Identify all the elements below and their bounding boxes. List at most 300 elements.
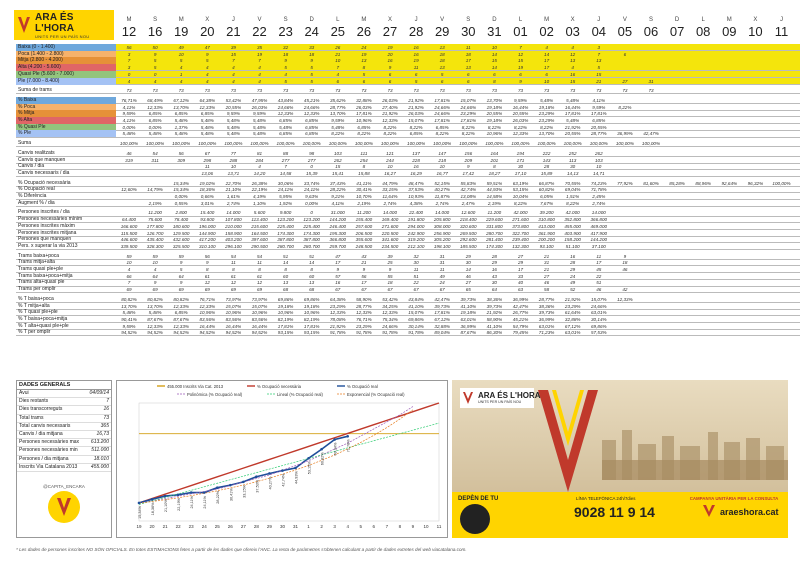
table-cell: 352.800 — [564, 217, 581, 223]
table-cell: 11 — [204, 164, 210, 170]
table-cell: 63,19% — [512, 180, 529, 186]
table-cell: 12,33% — [617, 296, 633, 302]
table-cell: 39.200 — [539, 210, 554, 216]
table-cell: 63,01% — [538, 323, 555, 329]
table-cell: 51.100 — [565, 243, 580, 249]
table-cell: 446.600 — [120, 237, 138, 243]
day-header — [403, 16, 429, 39]
table-cell: 18,36% — [199, 187, 216, 193]
table-cell: 30,06% — [277, 180, 294, 186]
table-cell: 69 — [256, 287, 263, 293]
table-cell: 93,15% — [303, 330, 320, 336]
table-cell: 70,55% — [564, 180, 581, 186]
table-cell — [612, 200, 638, 207]
table-cell: 64 — [178, 273, 184, 279]
table-cell: 100,00% — [433, 141, 452, 147]
table-cell: 4 — [258, 65, 261, 71]
table-cell: 6,85% — [174, 111, 188, 117]
row-label: Canvis / dia — [18, 163, 45, 170]
table-cell: 4 — [153, 78, 157, 84]
table-cell: 57,53% — [591, 330, 607, 336]
row-label: Trams alta+quasi ple — [18, 279, 65, 286]
row-label: Trams quasi ple+ple — [18, 266, 63, 272]
table-cell: 28,77% — [591, 131, 607, 137]
table-cell: 143 — [542, 157, 551, 163]
table-cell: 26 — [335, 45, 341, 50]
general-data-value: 7 — [106, 398, 109, 405]
table-cell: 42,47% — [512, 303, 529, 309]
table-cell: 29 — [465, 253, 471, 259]
table-cell: 53,15% — [512, 187, 529, 193]
table-cell: 5,48% — [174, 131, 188, 137]
table-cell: 5 — [597, 65, 601, 71]
table-cell: 93,15% — [277, 330, 294, 336]
table-cell: 1,10% — [252, 200, 267, 206]
table-cell: 17 — [517, 267, 524, 272]
table-cell: 7 — [127, 58, 131, 64]
table-cell — [690, 170, 716, 177]
general-data-item — [17, 439, 111, 447]
day-letter: J — [231, 17, 235, 23]
table-cell: 54 — [152, 150, 158, 156]
table-cell: 20,55% — [486, 111, 503, 117]
day-number: 11 — [774, 24, 789, 39]
data-label: 60,82% — [320, 452, 325, 466]
table-cell: 38,36% — [486, 296, 503, 302]
day-letter: M — [178, 17, 184, 23]
table-cell: 196.000 — [198, 223, 216, 229]
table-cell: 6,85% — [592, 118, 606, 123]
x-tick-label: 31 — [293, 524, 299, 529]
data-label: 42,74% — [281, 473, 286, 487]
v-badge-icon — [48, 491, 80, 523]
table-cell: 5 — [440, 71, 444, 77]
day-header — [612, 16, 638, 39]
table-cell: 269.500 — [459, 230, 477, 236]
table-cell: 10 — [178, 51, 184, 57]
day-header — [429, 16, 455, 39]
table-cell — [716, 200, 742, 207]
table-cell: 45 — [596, 267, 602, 272]
day-number: 08 — [695, 24, 711, 39]
table-cell: 71,78% — [591, 187, 607, 193]
table-cell: 30,41% — [356, 187, 372, 193]
table-cell — [742, 170, 768, 177]
table-cell: 19,18% — [460, 310, 477, 316]
table-cell: 2,47% — [461, 200, 475, 206]
table-cell: 4 — [232, 78, 235, 84]
table-cell: 4,11% — [122, 118, 136, 123]
table-cell: 14 — [491, 65, 497, 71]
poster-phone: 9028 11 9 14 — [574, 504, 655, 520]
table-cell: 100,00% — [485, 141, 504, 147]
table-cell: 239.400 — [512, 237, 529, 243]
table-cell: 15,89 — [540, 170, 553, 176]
general-data-value: 511.000 — [91, 447, 109, 454]
table-cell: 15 — [596, 71, 602, 77]
table-cell: 14,20 — [253, 170, 266, 176]
day-number: 06 — [643, 24, 659, 39]
table-cell: 47 — [204, 45, 210, 50]
day-letter: M — [544, 17, 550, 23]
table-row — [16, 87, 800, 94]
table-cell: 5,48% — [252, 124, 267, 130]
table-cell: 15,07% — [225, 303, 242, 309]
table-cell: 21,92% — [330, 323, 346, 329]
table-cell: 9,59% — [122, 323, 136, 329]
day-header — [716, 16, 742, 39]
data-label: 37,53% — [255, 479, 260, 493]
table-cell — [664, 140, 690, 147]
table-cell: 12,33% — [147, 104, 163, 110]
table-cell: 17,81% — [460, 118, 477, 123]
table-cell: 222 — [542, 150, 551, 156]
day-number: 28 — [408, 24, 424, 39]
table-cell: 73 — [178, 88, 184, 94]
table-cell: 19,18% — [486, 104, 503, 110]
table-cell — [142, 170, 168, 177]
table-cell: 103 — [333, 150, 342, 156]
table-cell: 59 — [152, 253, 158, 259]
table-cell — [716, 243, 742, 250]
row-label: % Ple — [16, 130, 116, 137]
table-cell: 100,00% — [354, 141, 373, 147]
table-cell: 27 — [622, 78, 628, 84]
legend-label: % Ocupació real — [347, 384, 378, 389]
table-cell: 17,42 — [462, 170, 475, 176]
day-header — [690, 16, 716, 39]
table-cell: 23,29% — [538, 111, 555, 117]
table-cell: 68 — [283, 287, 289, 293]
table-cell: 12 — [517, 51, 524, 57]
table-cell: 32,88% — [356, 97, 372, 103]
x-tick-label: 29 — [266, 524, 272, 529]
table-cell: 310.100 — [198, 243, 216, 249]
table-cell: 10,96% — [251, 310, 268, 316]
table-cell: 91,78% — [382, 330, 398, 336]
table-cell: 206.500 — [355, 230, 373, 236]
table-cell: 73,97% — [251, 296, 268, 302]
table-cell: 417.900 — [590, 230, 608, 236]
table-cell: 78,08% — [330, 316, 346, 322]
table-cell — [612, 243, 638, 250]
table-cell: 60 — [283, 273, 289, 279]
table-cell: 66 — [126, 273, 132, 279]
table-cell: 144.900 — [198, 230, 216, 236]
table-cell: 67,12% — [564, 323, 581, 329]
x-tick-label: 24 — [201, 524, 207, 529]
table-cell: 52 — [570, 287, 576, 293]
table-cell: 18,27 — [488, 170, 501, 176]
table-cell: 195.300 — [329, 230, 347, 236]
table-cell — [168, 170, 194, 177]
table-cell: 0,00% — [148, 124, 162, 130]
table-cell: 10,96% — [356, 118, 372, 123]
table-cell: 13,70% — [121, 303, 137, 309]
table-cell: 100,00% — [276, 141, 295, 147]
table-cell: 14.000 — [435, 210, 450, 216]
table-cell: 144.200 — [329, 217, 347, 223]
table-cell: 17,81% — [591, 111, 607, 117]
table-cell: 4,19% — [252, 194, 267, 199]
data-label: 22,19% — [177, 497, 182, 511]
general-data-key: Inscrits Via Catalana 2013 — [19, 463, 78, 470]
table-cell: 43 — [361, 253, 367, 259]
table-cell: 455.000 — [564, 223, 581, 229]
table-cell: 71,23% — [538, 330, 555, 336]
table-cell: 7 — [284, 164, 287, 170]
table-cell: 15,07% — [460, 97, 477, 103]
table-cell: 39,73% — [434, 303, 450, 309]
table-cell: 16,44% — [251, 323, 268, 329]
occupancy-chart-svg — [117, 381, 449, 539]
table-cell: 14,71 — [593, 170, 605, 176]
general-data-item — [17, 423, 111, 431]
row-label: Quasi Ple (5.600 - 7.000) — [16, 71, 116, 78]
table-cell: 73 — [544, 88, 550, 94]
row-label: Canvis que manquen — [18, 156, 66, 163]
table-cell: 8 — [362, 164, 366, 170]
table-cell: 180.600 — [172, 223, 190, 229]
table-cell: 37,53% — [408, 187, 424, 193]
table-cell: 5,48% — [200, 118, 214, 123]
table-cell — [716, 329, 742, 336]
table-cell: 10 — [596, 164, 602, 170]
table-cell: 19 — [361, 51, 367, 57]
table-cell: 33 — [517, 273, 524, 279]
table-cell: 61 — [256, 273, 263, 279]
general-data-value: 16 — [103, 406, 109, 413]
table-cell: 15,39 — [305, 170, 318, 176]
table-cell: 69 — [230, 287, 236, 293]
day-header — [116, 16, 142, 39]
table-cell — [769, 130, 795, 137]
table-cell: 52,15% — [434, 180, 450, 186]
table-cell: 10,96% — [303, 310, 320, 316]
table-cell: 19 — [387, 45, 393, 50]
table-cell: 76,71% — [199, 296, 216, 302]
table-cell: 80,82% — [173, 296, 189, 302]
table-cell: 28,77% — [538, 296, 555, 302]
table-cell: 4 — [258, 71, 261, 77]
table-cell: 191.800 — [407, 217, 425, 223]
table-cell: 309 — [177, 157, 186, 163]
table-cell — [769, 140, 795, 147]
table-row — [16, 130, 800, 137]
table-cell: 14,58% — [486, 194, 503, 199]
table-cell: 305.200 — [433, 237, 451, 243]
table-cell: 69 — [126, 287, 132, 293]
table-cell: 277 — [307, 157, 316, 163]
day-number: 24 — [304, 24, 319, 39]
table-cell: 94,52% — [225, 330, 242, 336]
day-letter: S — [466, 17, 471, 23]
table-cell: 24,11% — [277, 187, 294, 193]
table-cell: 6,85% — [409, 131, 423, 137]
table-cell: 31 — [544, 260, 550, 266]
row-label: % T baixa+poca — [18, 295, 54, 302]
table-cell — [742, 78, 768, 85]
table-cell: 103 — [594, 157, 603, 163]
legend-label: % Ocupació necessària — [257, 384, 301, 389]
table-cell: 8,22% — [566, 200, 580, 206]
table-cell: 9 — [388, 267, 392, 272]
table-cell: 69 — [204, 287, 210, 293]
day-letter: X — [205, 17, 210, 23]
data-label: 30,41% — [229, 488, 234, 502]
table-cell — [690, 243, 716, 250]
row-label: Persones inscrites màxim — [18, 222, 75, 229]
table-cell: 100,00% — [615, 141, 634, 147]
table-cell: 28 — [491, 253, 497, 259]
day-header — [247, 16, 273, 39]
table-cell: 61,64% — [564, 310, 581, 316]
table-cell: 11,87% — [434, 194, 450, 199]
table-cell: 18 — [465, 51, 471, 57]
table-cell: 24,66% — [382, 323, 398, 329]
table-cell: 23,29% — [564, 303, 581, 309]
table-cell: 73 — [283, 88, 289, 94]
table-cell: 111 — [360, 150, 368, 156]
day-header — [664, 16, 690, 39]
table-cell: 32,88% — [434, 323, 450, 329]
table-cell: 8,22% — [513, 200, 528, 206]
table-cell: 12 — [204, 280, 210, 286]
table-cell: 43,84% — [277, 97, 294, 103]
table-cell: 10,93% — [408, 194, 424, 199]
table-cell: 13 — [465, 65, 471, 71]
table-cell: 24,11% — [304, 187, 320, 193]
table-cell: 169.400 — [381, 217, 399, 223]
table-cell: 56 — [361, 273, 367, 279]
table-cell: 218.400 — [459, 217, 477, 223]
table-cell: 5 — [153, 65, 157, 71]
general-data-item — [17, 415, 111, 423]
row-label: Persones que manquen — [18, 236, 72, 243]
general-data-key: Total canvis necessaris — [19, 422, 71, 429]
table-cell: 91,78% — [408, 330, 424, 336]
table-cell: 174.300 — [303, 230, 320, 236]
table-cell: 66,87% — [538, 180, 555, 186]
table-cell: 210.000 — [225, 223, 242, 229]
day-number: 25 — [330, 24, 346, 39]
table-cell: 32 — [283, 45, 289, 50]
table-cell: 254 — [360, 157, 368, 163]
table-cell: 7 — [258, 58, 261, 64]
x-tick-label: 22 — [175, 524, 181, 529]
day-number: 21 — [226, 24, 241, 39]
table-cell: 12.600 — [461, 210, 476, 216]
table-cell: 25 — [387, 260, 393, 266]
day-letter: V — [257, 17, 262, 23]
data-label: 69,04% — [333, 442, 338, 456]
table-cell: 9.800 — [279, 210, 292, 216]
table-cell: 28 — [544, 164, 550, 170]
days-header — [116, 16, 800, 40]
table-cell — [742, 243, 768, 250]
table-cell: 31 — [648, 78, 654, 84]
table-cell: 6 — [362, 78, 366, 84]
general-data-item — [17, 447, 111, 455]
table-cell: 19,02% — [199, 180, 216, 186]
data-label: 44,93% — [294, 471, 299, 484]
table-cell: 100,00% — [172, 141, 191, 147]
day-header — [299, 16, 325, 39]
table-cell: 373.800 — [512, 223, 529, 229]
table-cell — [769, 200, 795, 207]
table-cell: 5,48% — [252, 118, 267, 123]
table-cell: 91,78% — [330, 330, 346, 336]
table-cell: 14,13 — [566, 170, 579, 176]
table-cell: 40 — [517, 280, 524, 286]
table-cell: 166.600 — [120, 223, 138, 229]
table-cell: 19,18% — [277, 303, 294, 309]
table-cell: 56 — [126, 45, 132, 50]
data-label: 18,36% — [151, 502, 156, 516]
table-cell: 12,33% — [173, 303, 189, 309]
table-cell: 32,88% — [564, 316, 581, 322]
table-cell: 397.600 — [251, 237, 268, 243]
table-cell: 83,56% — [199, 316, 216, 322]
table-cell: 82,19% — [277, 316, 294, 322]
table-cell: 322.700 — [512, 230, 529, 236]
table-cell: 242.900 — [407, 230, 425, 236]
table-cell: 4 — [206, 71, 209, 77]
table-cell: 67,12% — [173, 97, 189, 103]
table-cell: 4 — [545, 45, 548, 50]
table-cell — [742, 286, 768, 293]
row-label: Canvis necessaris / dia — [18, 169, 70, 176]
x-tick-label: 6 — [372, 524, 376, 529]
table-cell: 100,00% — [641, 141, 661, 147]
table-cell: 24,66% — [303, 104, 320, 110]
table-cell: 26,03% — [382, 97, 398, 103]
table-cell: 6,85% — [435, 124, 449, 130]
table-cell: 5 — [153, 58, 157, 64]
table-cell: 288 — [229, 157, 238, 163]
table-cell: 18 — [387, 280, 393, 286]
table-cell: 12,33% — [199, 104, 216, 110]
table-cell: 8 — [362, 65, 366, 71]
table-cell: 13,70% — [147, 303, 163, 309]
table-cell: 7,67% — [540, 200, 554, 206]
table-cell: 5 — [206, 58, 209, 64]
table-cell: 51 — [283, 253, 289, 259]
table-cell: 49 — [439, 273, 445, 279]
x-tick-label: 27 — [240, 524, 246, 529]
table-cell — [742, 87, 768, 94]
table-cell: 0 — [310, 164, 313, 170]
table-cell: 54,79% — [512, 323, 529, 329]
x-tick-label: 28 — [253, 524, 259, 529]
table-cell: 64,38% — [330, 296, 346, 302]
table-cell: 9,59% — [592, 104, 606, 110]
table-cell: 47 — [335, 253, 341, 259]
data-point — [268, 472, 271, 475]
table-cell: 19,18% — [303, 303, 320, 309]
table-cell: 4,38% — [409, 200, 423, 206]
table-cell: 10,96% — [199, 310, 216, 316]
table-cell: 290.500 — [251, 243, 268, 249]
table-cell: 23,29% — [330, 303, 346, 309]
table-cell: 5 — [414, 78, 418, 84]
row-label: % Mitja — [16, 110, 116, 117]
table-cell: 15 — [335, 164, 341, 170]
table-cell: 4 — [284, 71, 287, 77]
table-cell: 281.400 — [486, 237, 503, 243]
table-cell: 13 — [596, 58, 602, 64]
table-cell: 9,21% — [331, 194, 345, 199]
